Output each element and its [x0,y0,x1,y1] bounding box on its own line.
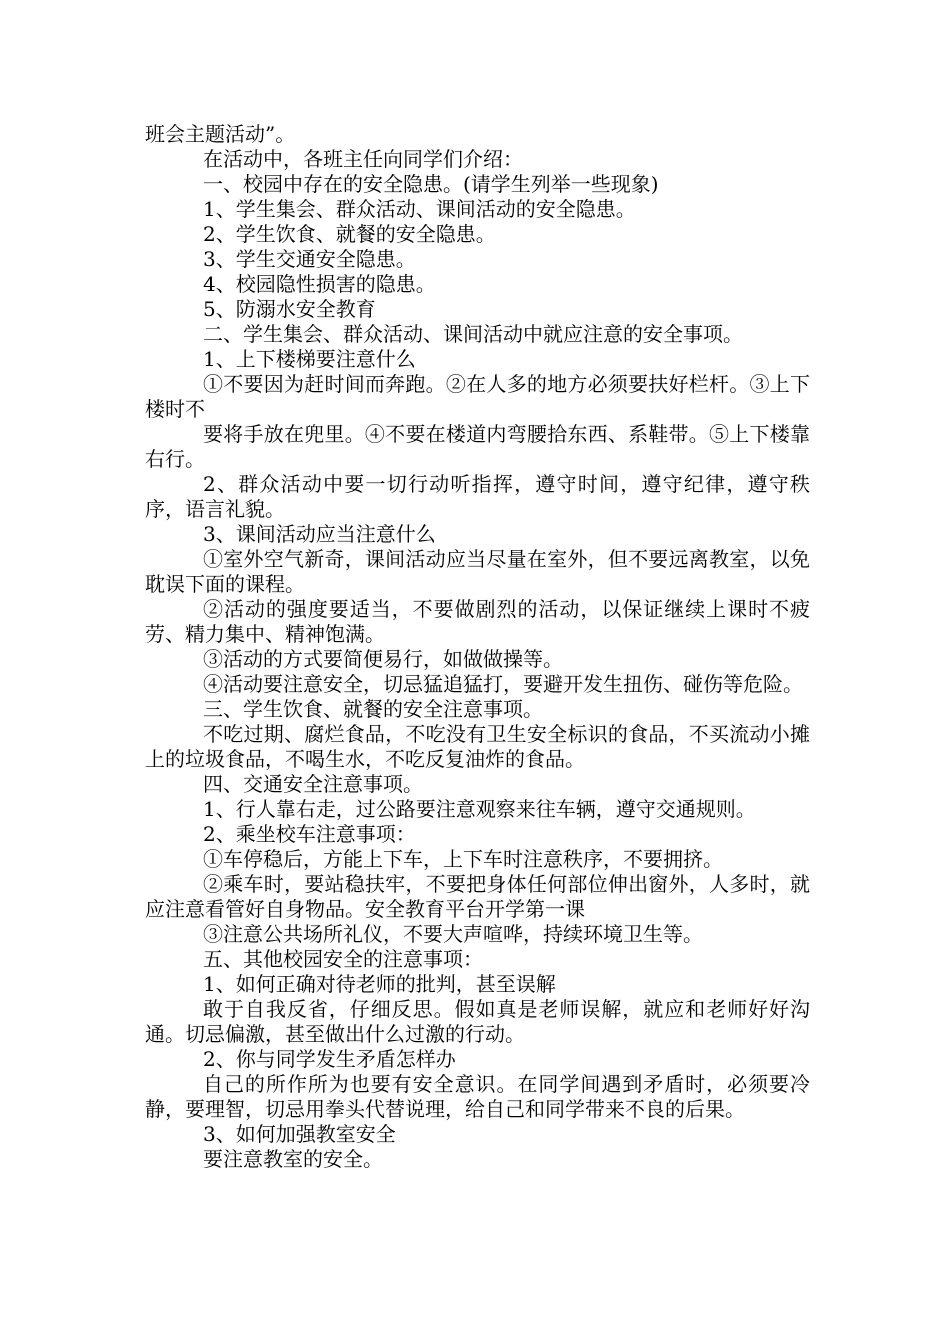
paragraph: 2、群众活动中要一切行动听指挥，遵守时间，遵守纪律，遵守秩序，语言礼貌。 [145,472,810,521]
paragraph: ③注意公共场所礼仪，不要大声喧哗，持续环境卫生等。 [203,922,703,946]
paragraph: 在活动中，各班主任向同学们介绍： [203,147,523,171]
paragraph: 五、其他校园安全的注意事项： [203,947,483,971]
paragraph: ①室外空气新奇，课间活动应当尽量在室外，但不要远离教室，以免耽误下面的课程。 [145,547,810,596]
paragraph: 要将手放在兜里。④不要在楼道内弯腰拾东西、系鞋带。⑤上下楼靠右行。 [145,422,810,471]
paragraph: ①不要因为赶时间而奔跑。②在人多的地方必须要扶好栏杆。③上下楼时不 [145,372,810,421]
paragraph: 三、学生饮食、就餐的安全注意事项。 [203,697,543,721]
paragraph: 2、学生饮食、就餐的安全隐患。 [203,222,496,246]
document-body [145,122,810,1172]
paragraph: 自己的所作所为也要有安全意识。在同学间遇到矛盾时，必须要冷静，要理智，切忌用拳头代替说理，给自己和同学带来不良的后果。 [145,1072,810,1121]
paragraph: 敢于自我反省，仔细反思。假如真是老师误解，就应和老师好好沟通。切忌偏激，甚至做出什么过激的行动。 [145,997,810,1046]
paragraph: 3、学生交通安全隐患。 [203,247,416,271]
paragraph: 不吃过期、腐烂食品，不吃没有卫生安全标识的食品，不买流动小摊上的垃圾食品，不喝生水，不吃反复油炸的食品。 [145,722,810,771]
paragraph: ③活动的方式要简便易行，如做做操等。 [203,647,563,671]
paragraph: 4、校园隐性损害的隐患。 [203,272,436,296]
paragraph: ①车停稳后，方能上下车，上下车时注意秩序，不要拥挤。 [203,847,723,871]
paragraph: 5、防溺水安全教育 [203,297,376,321]
paragraph: 2、你与同学发生矛盾怎样办 [203,1047,456,1071]
paragraph: 一、校园中存在的安全隐患。(请学生列举一些现象) [203,172,659,196]
paragraph: 1、学生集会、群众活动、课间活动的安全隐患。 [203,197,636,221]
paragraph: 3、如何加强教室安全 [203,1122,396,1146]
paragraph: 1、行人靠右走，过公路要注意观察来往车辆，遵守交通规则。 [203,797,756,821]
paragraph: 四、交通安全注意事项。 [203,772,423,796]
paragraph: 3、课间活动应当注意什么 [203,522,436,546]
paragraph: ④活动要注意安全，切忌猛追猛打，要避开发生扭伤、碰伤等危险。 [203,672,803,696]
paragraph: 1、上下楼梯要注意什么 [203,347,416,371]
paragraph: 1、如何正确对待老师的批判，甚至误解 [203,972,556,996]
paragraph: 二、学生集会、群众活动、课间活动中就应注意的安全事项。 [203,322,743,346]
paragraph: 班会主题活动”。 [145,122,296,146]
paragraph: ②乘车时，要站稳扶牢，不要把身体任何部位伸出窗外，人多时，就应注意看管好自身物品。安全教育平台开学第一课 [145,872,810,921]
paragraph: 2、乘坐校车注意事项： [203,822,416,846]
paragraph: 要注意教室的安全。 [203,1147,383,1171]
paragraph: ②活动的强度要适当，不要做剧烈的活动，以保证继续上课时不疲劳、精力集中、精神饱满。 [145,597,810,646]
